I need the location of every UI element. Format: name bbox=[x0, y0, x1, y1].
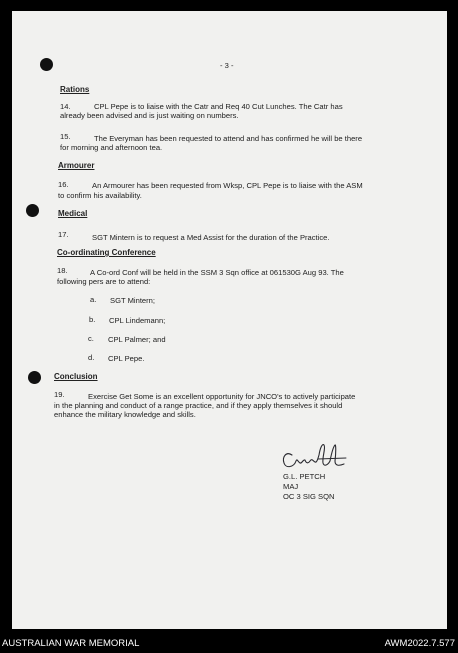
paragraph-text: Exercise Get Some is an excellent opportunity for JNCO's to actively participate bbox=[88, 392, 356, 401]
paragraph-text: in the planning and conduct of a range practice, and if they apply themselves it should bbox=[54, 401, 343, 410]
list-item-letter: d. bbox=[88, 353, 95, 362]
paragraph-number: 19. bbox=[54, 390, 65, 399]
paragraph-number: 16. bbox=[58, 180, 69, 189]
list-item-letter: b. bbox=[89, 315, 96, 324]
footer-institution: AUSTRALIAN WAR MEMORIAL bbox=[2, 638, 140, 649]
paragraph-number: 17. bbox=[58, 230, 69, 239]
list-item: SGT Mintern; bbox=[110, 296, 156, 305]
document-page bbox=[12, 11, 447, 629]
paragraph-text: for morning and afternoon tea. bbox=[60, 143, 163, 152]
punch-hole bbox=[40, 58, 53, 71]
signatory-name: G.L. PETCH bbox=[283, 472, 326, 481]
handwritten-signature bbox=[278, 439, 348, 471]
signatory-title: OC 3 SIG SQN bbox=[283, 492, 335, 501]
paragraph-text: An Armourer has been requested from Wksp, CPL Pepe is to liaise with the ASM bbox=[92, 181, 363, 190]
paragraph-text: CPL Pepe is to liaise with the Catr and Req 40 Cut Lunches. The Catr has bbox=[94, 102, 343, 111]
punch-hole bbox=[28, 371, 41, 384]
rations-heading: Rations bbox=[60, 85, 90, 94]
list-item: CPL Pepe. bbox=[108, 354, 145, 363]
page-number: - 3 - bbox=[220, 61, 234, 70]
paragraph-text: The Everyman has been requested to attend and has confirmed he will be there bbox=[94, 134, 363, 143]
list-item: CPL Lindemann; bbox=[109, 316, 166, 325]
paragraph-number: 15. bbox=[60, 132, 71, 141]
paragraph-number: 18. bbox=[57, 266, 68, 275]
conclusion-heading: Conclusion bbox=[54, 372, 98, 381]
paragraph-text: SGT Mintern is to request a Med Assist for the duration of the Practice. bbox=[92, 233, 330, 242]
medical-heading: Medical bbox=[58, 209, 88, 218]
paragraph-text: to confirm his availability. bbox=[58, 191, 142, 200]
paragraph-number: 14. bbox=[60, 102, 71, 111]
list-item-letter: a. bbox=[90, 295, 97, 304]
paragraph-text: enhance the military knowledge and skills. bbox=[54, 410, 196, 419]
paragraph-text: A Co-ord Conf will be held in the SSM 3 Sqn office at 061530G Aug 93. The bbox=[90, 268, 344, 277]
footer-accession-number: AWM2022.7.577 bbox=[384, 638, 455, 649]
armourer-heading: Armourer bbox=[58, 161, 95, 170]
list-item-letter: c. bbox=[88, 334, 94, 343]
list-item: CPL Palmer; and bbox=[108, 335, 166, 344]
signatory-rank: MAJ bbox=[283, 482, 299, 491]
punch-hole bbox=[26, 204, 39, 217]
paragraph-text: already been advised and is just waiting on numbers. bbox=[60, 111, 239, 120]
paragraph-text: following pers are to attend: bbox=[57, 277, 151, 286]
conference-heading: Co-ordinating Conference bbox=[57, 248, 156, 257]
